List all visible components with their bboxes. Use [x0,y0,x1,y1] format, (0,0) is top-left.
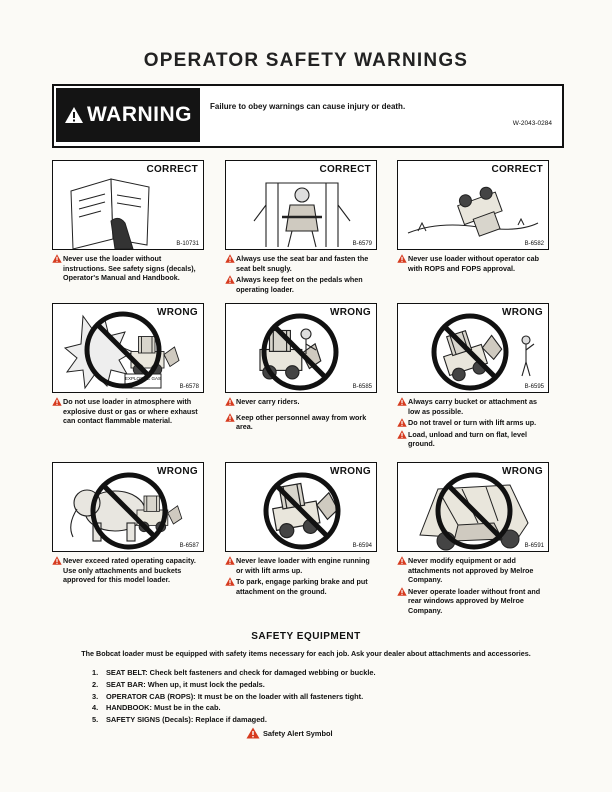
alert-triangle-icon [52,397,62,406]
equipment-list [92,667,376,726]
panel-illustration-frame [52,462,204,552]
equipment-item-number: 2. [92,679,99,689]
panel-tag: CORRECT [319,164,371,175]
equipment-item-text: Check belt fasteners and check for damaged webbing or buckle. [149,668,376,677]
warning-banner [52,84,564,148]
panel-note [225,254,377,273]
panel-note-text: Always use the seat bar and fasten the seat belt snugly. [236,254,369,273]
equipment-title: SAFETY EQUIPMENT [251,631,361,642]
panel-note-text: Never operate loader without front and rear windows approved by Melroe Company. [408,586,541,615]
panel-illustration-frame [225,462,377,552]
panel-tag: WRONG [330,307,371,318]
alert-triangle-icon [225,254,235,263]
panel-illustration-frame [397,303,549,393]
sign-text: EXPLOSIVE GAS [124,376,162,381]
panel-code: B-6594 [352,543,372,549]
alert-triangle-icon [225,413,235,422]
equipment-item-label: HANDBOOK: [106,703,155,713]
panel-note-text: Do not use loader in atmosphere with explosive dust or gas or where exhaust can contact flammable material. [63,397,198,426]
warning-panel [225,160,377,296]
legend-label: Safety Alert Symbol [263,728,333,738]
panel-tag: WRONG [502,466,543,477]
panel-note [52,397,204,426]
panel-tag: WRONG [330,466,371,477]
equipment-item-number: 5. [92,715,99,725]
panel-note [52,556,204,585]
panel-note [225,397,377,407]
panel-code: B-6579 [352,241,372,247]
panel-note-text: Never carry riders. [236,397,300,406]
equipment-item-label: SEAT BAR: [106,679,148,689]
panel-illustration-frame [225,160,377,250]
warning-badge [56,88,200,142]
panel-tag: CORRECT [146,164,198,175]
panel-code: B-6595 [524,384,544,390]
panel-tag: WRONG [157,307,198,318]
panel-tag: CORRECT [491,164,543,175]
equipment-item [92,702,376,714]
alert-triangle-icon [246,727,260,739]
panel-note [397,418,549,428]
alert-triangle-icon [52,556,62,565]
equipment-item-text: It must be on the loader with all fasteners tight. [197,691,364,701]
panel-note-text: Never use loader without operator cab with ROPS and FOPS approval. [408,254,540,273]
panel-illustration-frame [397,160,549,250]
panel-note [225,413,377,432]
panel-notes [225,254,377,294]
equipment-item-number: 1. [92,668,99,677]
panel-note [397,254,549,273]
panel-note [397,397,549,416]
alert-triangle-icon [397,397,407,406]
warning-panel [397,462,549,618]
panel-notes [397,397,549,449]
panel-note-text: To park, engage parking brake and put attachment on the ground. [236,577,368,596]
panel-note [225,275,377,294]
equipment-item-text: Replace if damaged. [195,715,267,725]
equipment-intro: The Bobcat loader must be equipped with safety items necessary for each job. Ask your dealer about attachments and accessories. [81,649,531,658]
panel-notes [225,556,377,596]
panel-notes [52,556,204,585]
panel-notes [397,556,549,616]
panel-illustration-frame [225,303,377,393]
alert-triangle-icon [397,587,407,596]
alert-triangle-icon [225,397,235,406]
warning-panel [225,462,377,598]
equipment-item-number: 4. [92,703,99,713]
alert-triangle-icon [225,275,235,284]
panel-note-text: Always keep feet on the pedals when operating loader. [236,275,363,294]
warning-panel [52,160,204,285]
panel-note [397,587,549,616]
panel-note [397,430,549,449]
equipment-item [92,714,376,726]
panel-notes [52,397,204,426]
alert-triangle-icon [397,556,407,565]
panel-tag: WRONG [157,466,198,477]
panel-illustration-frame [52,160,204,250]
equipment-item [92,667,376,679]
panel-note-text: Never exceed rated operating capacity. Use only attachments and buckets approved for this model loader. [63,556,196,585]
panel-code: B-6591 [524,543,544,549]
warning-text: Failure to obey warnings can cause injury or death. [210,102,406,111]
panel-code: B-6578 [179,384,199,390]
equipment-item-label: SEAT BELT: [106,668,150,677]
equipment-item [92,679,376,691]
equipment-item-number: 3. [92,691,99,701]
panel-tag: WRONG [502,307,543,318]
panel-code: B-10731 [176,241,199,247]
alert-triangle-icon [225,556,235,565]
warning-panel [52,303,204,428]
panel-note [225,577,377,596]
alert-triangle-icon [397,418,407,427]
panel-notes [52,254,204,283]
alert-triangle-icon [397,430,407,439]
warning-panel [52,462,204,587]
warning-code: W-2043-0284 [512,120,552,127]
alert-triangle-icon [225,577,235,586]
warning-badge-label: WARNING [87,103,192,126]
panel-note-text: Do not travel or turn with lift arms up. [408,418,537,428]
equipment-item-text: Must be in the cab. [154,703,221,713]
panel-illustration-frame [397,462,549,552]
alert-triangle-icon [64,106,84,124]
panel-note-text: Never use the loader without instructions. See safety signs (decals), Operator's Manual and Handbook. [63,254,196,283]
panel-note-text: Keep other personnel away from work area. [236,412,367,432]
panel-note-text: Load, unload and turn on flat, level ground. [408,429,527,449]
warning-panel [397,160,549,275]
equipment-item-label: OPERATOR CAB (ROPS): [106,691,198,701]
panel-code: B-6585 [352,384,372,390]
panel-notes [397,254,549,273]
panel-note [225,556,377,575]
equipment-item-text: When up, it must lock the pedals. [147,679,265,689]
panel-notes [225,397,377,432]
safety-alert-legend [246,727,333,739]
warning-panel [225,303,377,434]
panel-note-text: Never leave loader with engine running or with lift arms up. [236,556,370,575]
panel-note-text: Always carry bucket or attachment as low as possible. [408,397,538,416]
panel-note [52,254,204,283]
panel-note-text: Never modify equipment or add attachments not approved by Melroe Company. [408,556,534,585]
equipment-item [92,691,376,703]
panel-note [397,556,549,585]
page-title: OPERATOR SAFETY WARNINGS [143,50,469,71]
panel-code: B-6587 [179,543,199,549]
warning-panel [397,303,549,451]
panel-code: B-6582 [524,241,544,247]
panel-illustration-frame [52,303,204,393]
alert-triangle-icon [397,254,407,263]
alert-triangle-icon [52,254,62,263]
equipment-item-label: SAFETY SIGNS (Decals): [106,715,196,725]
